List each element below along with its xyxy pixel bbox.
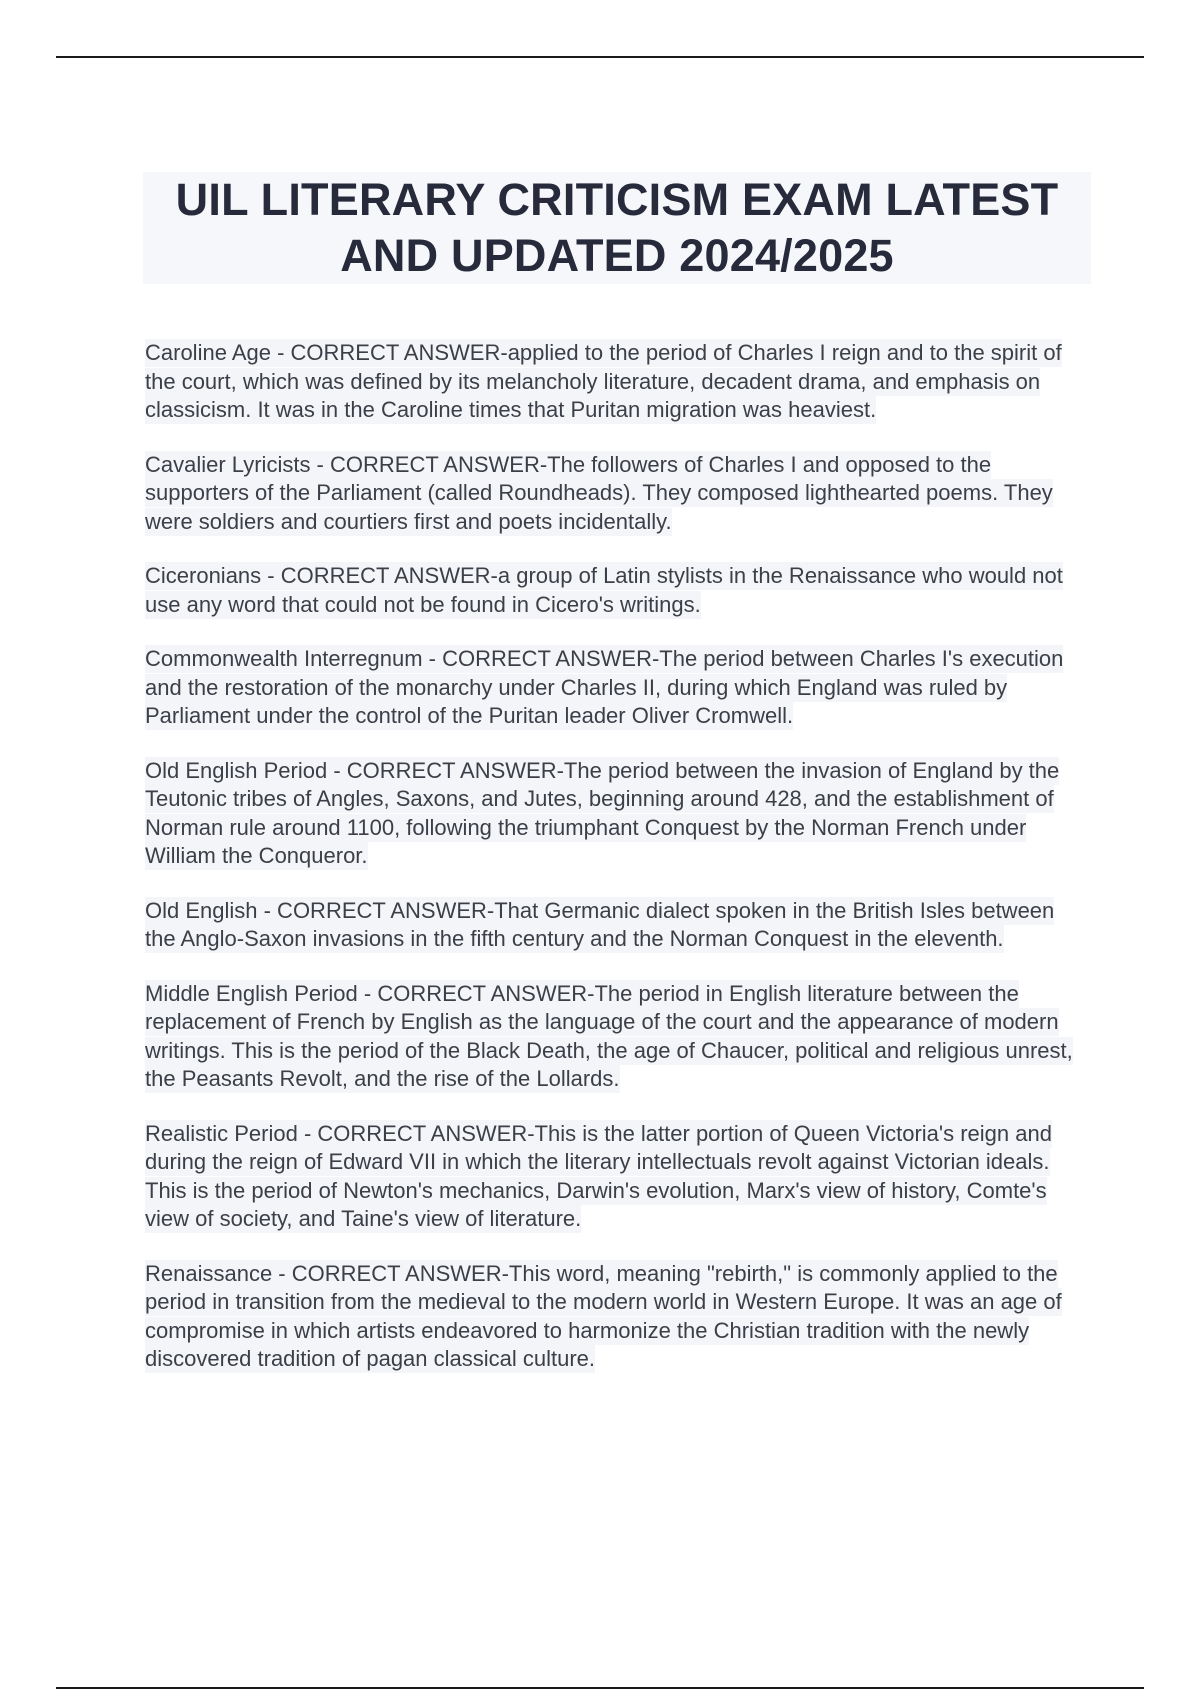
entry-list — [145, 339, 1085, 1400]
entry-text: Old English Period - CORRECT ANSWER-The period between the invasion of England by the Teutonic tribes of Angles, Saxons, and Jutes, beginning around 428, and the establishment of Norman rule around 1100, following the triumphant Conquest by the Norman French under William the Conqueror. — [145, 757, 1060, 868]
entry-text: Middle English Period - CORRECT ANSWER-The period in English literature between the replacement of French by English as the language of the court and the appearance of modern writings. This is the period of the Black Death, the age of Chaucer, political and religious unrest, the Peasants Revolt, and the rise of the Lollards. — [145, 980, 1073, 1091]
entry-text: Realistic Period - CORRECT ANSWER-This is the latter portion of Queen Victoria's reign and during the reign of Edward VII in which the literary intellectuals revolt against Victorian ideals. This is the period of Newton's mechanics, Darwin's evolution, Marx's view of history, Comte's view of society, and Taine's view of literature. — [145, 1120, 1052, 1231]
entry-cavalier-lyricists — [145, 451, 1085, 537]
entry-text: Caroline Age - CORRECT ANSWER-applied to the period of Charles I reign and to the spirit of the court, which was defined by its melancholy literature, decadent drama, and emphasis on classicism. It was in the Caroline times that Puritan migration was heaviest. — [145, 340, 1062, 422]
entry-text: Old English - CORRECT ANSWER-That Germanic dialect spoken in the British Isles between the Anglo-Saxon invasions in the fifth century and the Norman Conquest in the eleventh. — [145, 897, 1055, 951]
entry-ciceronians — [145, 562, 1085, 619]
entry-old-english-period — [145, 757, 1085, 871]
entry-text: Cavalier Lyricists - CORRECT ANSWER-The followers of Charles I and opposed to the supporters of the Parliament (called Roundheads). They composed lighthearted poems. They were soldiers and courtiers first and poets incidentally. — [145, 451, 1053, 534]
entry-text: Renaissance - CORRECT ANSWER-This word, meaning "rebirth," is commonly applied to the period in transition from the medieval to the modern world in Western Europe. It was an age of compromise in which artists endeavored to harmonize the Christian tradition with the newly discovered tradition of pagan classical culture. — [145, 1260, 1062, 1371]
entry-text: Commonwealth Interregnum - CORRECT ANSWER-The period between Charles I's execution and the restoration of the monarchy under Charles II, during which England was ruled by Parliament under the control of the Puritan leader Oliver Cromwell. — [145, 646, 1064, 728]
document-title: UIL LITERARY CRITICISM EXAM LATEST AND UPDATED 2024/2025 — [175, 174, 1059, 281]
entry-renaissance — [145, 1260, 1085, 1374]
entry-old-english — [145, 897, 1085, 954]
bottom-divider — [56, 1687, 1144, 1689]
entry-realistic-period — [145, 1120, 1085, 1234]
entry-caroline-age — [145, 339, 1085, 425]
entry-text: Ciceronians - CORRECT ANSWER-a group of Latin stylists in the Renaissance who would not use any word that could not be found in Cicero's writings. — [145, 563, 1063, 617]
entry-middle-english-period — [145, 980, 1085, 1094]
top-divider — [56, 56, 1144, 58]
entry-commonwealth-interregnum — [145, 645, 1085, 731]
